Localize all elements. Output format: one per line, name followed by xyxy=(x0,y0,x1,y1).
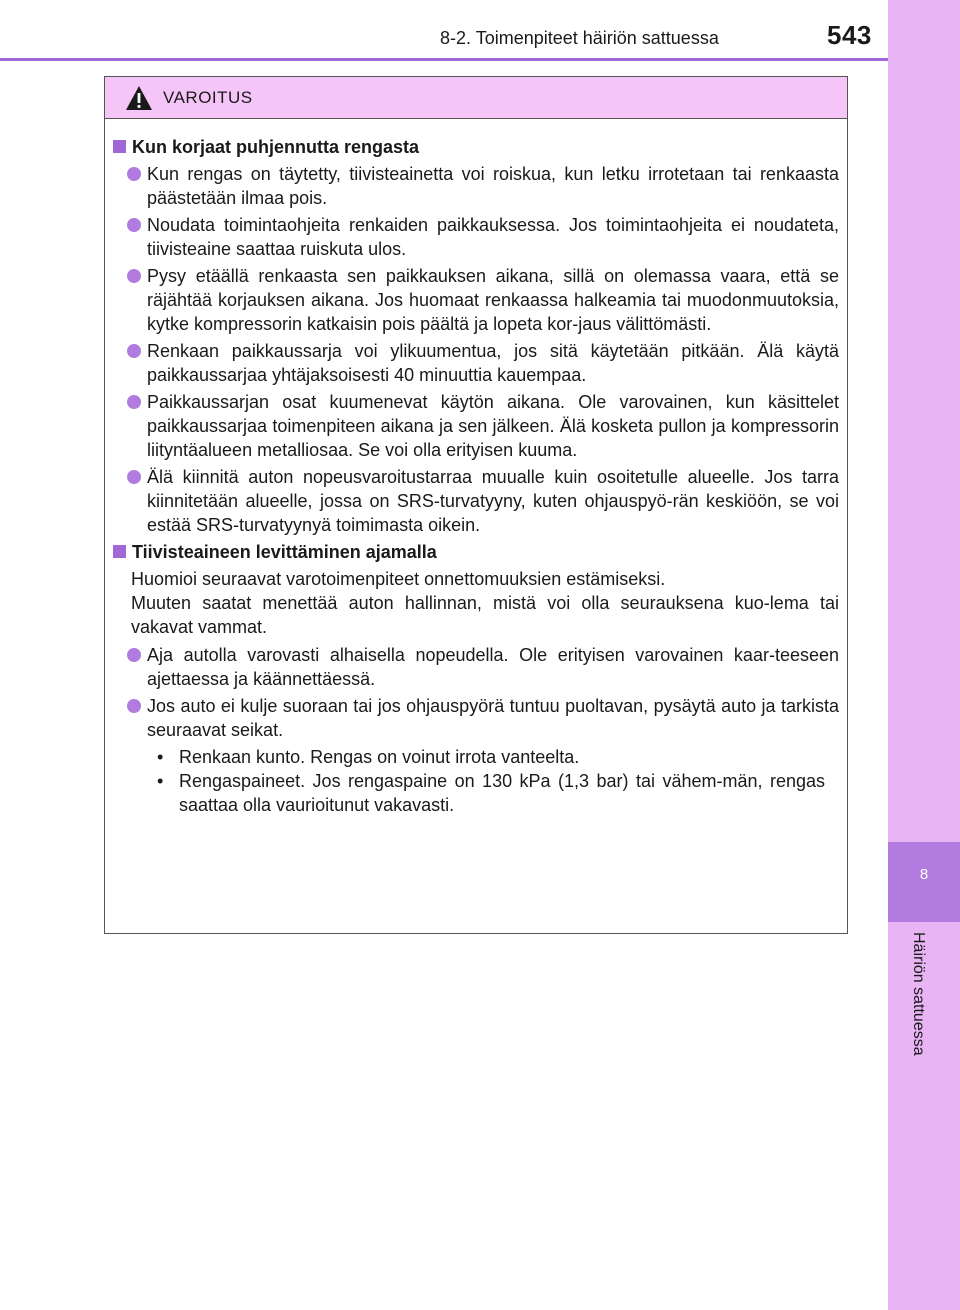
sub-bullet-marker: • xyxy=(157,771,164,791)
sub-list xyxy=(113,745,839,817)
round-bullet-icon xyxy=(127,395,141,409)
square-bullet-icon xyxy=(113,140,126,153)
intro-text: Huomioi seuraavat varotoimenpiteet onnettomuuksien estämiseksi. xyxy=(131,569,666,589)
chapter-number: 8 xyxy=(919,866,929,883)
topic-title: Kun korjaat puhjennutta rengasta xyxy=(132,137,420,157)
round-bullet-icon xyxy=(127,699,141,713)
list-item-text: Älä kiinnitä auton nopeusvaroitustarraa muualle kuin osoitetulle alueelle. Jos tarra kiinnitetään alueelle, jossa on SRS-turvatyyny, kuten ohjauspyö-rän keskiöön, se voi estää SRS-turvatyynyä toimimasta oikein. xyxy=(147,467,839,535)
round-bullet-icon xyxy=(127,648,141,662)
list-item xyxy=(113,339,839,387)
round-bullet-icon xyxy=(127,269,141,283)
list-item-text: Renkaan paikkaussarja voi ylikuumentua, jos sitä käytetään pitkään. Älä käytä paikkaussarjaa yhtäjaksoisesti 40 minuuttia kauempaa. xyxy=(147,341,839,385)
page-number: 543 xyxy=(827,20,872,50)
round-bullet-icon xyxy=(127,344,141,358)
sub-list-item-text: Renkaan kunto. Rengas on voinut irrota vanteelta. xyxy=(179,747,580,767)
page-header xyxy=(0,0,888,60)
list-item xyxy=(113,264,839,336)
list-item xyxy=(113,465,839,537)
chapter-label: Häiriön sattuessa xyxy=(910,932,927,1056)
list-item xyxy=(113,694,839,742)
warning-triangle-icon xyxy=(125,85,153,111)
chapter-box xyxy=(888,842,960,922)
side-tab xyxy=(888,0,960,1310)
round-bullet-icon xyxy=(127,218,141,232)
warning-body xyxy=(105,119,847,817)
intro-text: Muuten saatat menettää auton hallinnan, mistä voi olla seurauksena kuo-lema tai vakavat vammat. xyxy=(131,593,839,637)
list-item xyxy=(113,162,839,210)
list-item-text: Pysy etäällä renkaasta sen paikkauksen aikana, sillä on olemassa vaara, että se räjähtää korjauksen aikana. Jos huomaat renkaassa halkeamia tai muodonmuutoksia, kytke kompressorin katkaisin pois päältä ja lopeta kor-jaus välittömästi. xyxy=(147,266,839,334)
topic-title: Tiivisteaineen levittäminen ajamalla xyxy=(132,542,437,562)
sub-list-item-text: Rengaspaineet. Jos rengaspaine on 130 kPa (1,3 bar) tai vähem-män, rengas saattaa olla vaurioitunut vakavasti. xyxy=(179,771,825,815)
sub-list-item xyxy=(113,769,839,817)
warning-header xyxy=(105,77,847,119)
list-item-text: Paikkaussarjan osat kuumenevat käytön aikana. Ole varovainen, kun käsittelet paikkaussarjaa toimenpiteen aikana ja sen jälkeen. Älä kosketa pullon ja kompressorin liityntäalueen metalliosaa. Se voi olla erityisen kuuma. xyxy=(147,392,839,460)
round-bullet-icon xyxy=(127,470,141,484)
sub-list-item xyxy=(113,745,839,769)
list-item xyxy=(113,643,839,691)
sub-bullet-marker: • xyxy=(157,747,164,767)
list-item-text: Noudata toimintaohjeita renkaiden paikkauksessa. Jos toimintaohjeita ei noudateta, tiivisteaine saattaa ruiskuta ulos. xyxy=(147,215,839,259)
round-bullet-icon xyxy=(127,167,141,181)
warning-box xyxy=(104,76,848,934)
list-item-text: Jos auto ei kulje suoraan tai jos ohjauspyörä tuntuu puoltavan, pysäytä auto ja tarkista seuraavat seikat. xyxy=(147,696,839,740)
list-item-text: Aja autolla varovasti alhaisella nopeudella. Ole erityisen varovainen kaar-teeseen ajettaessa ja käännettäessä. xyxy=(147,645,839,689)
list-item xyxy=(113,213,839,261)
warning-title: VAROITUS xyxy=(163,88,253,107)
square-bullet-icon xyxy=(113,545,126,558)
list-item-text: Kun rengas on täytetty, tiivisteainetta voi roiskua, kun letku irrotetaan tai renkaasta päästetään ilmaa pois. xyxy=(147,164,839,208)
topic-heading xyxy=(113,540,839,564)
section-title: 8-2. Toimenpiteet häiriön sattuessa xyxy=(440,28,719,48)
topic-heading xyxy=(113,135,839,159)
list-item xyxy=(113,390,839,462)
header-rule xyxy=(0,58,888,61)
